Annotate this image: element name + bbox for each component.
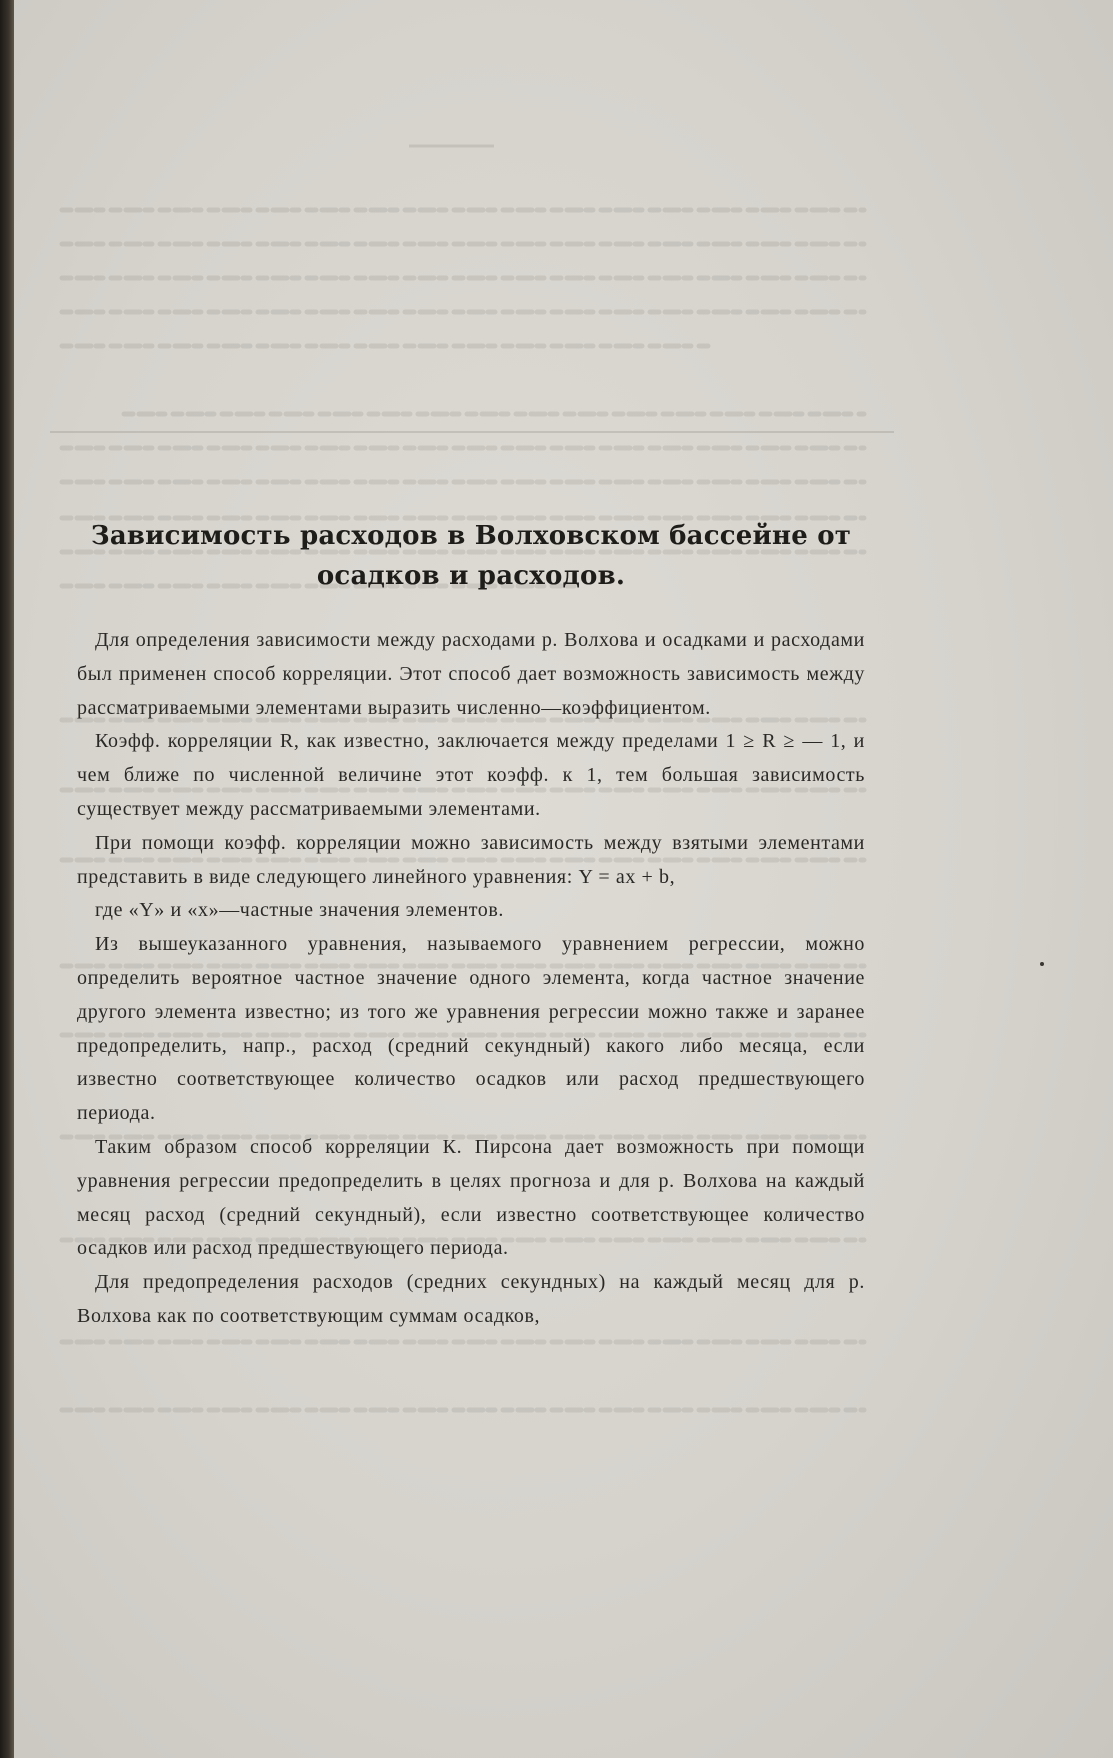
heading-line-1: Зависимость расходов в Волховском бассейне от [90,521,852,551]
section-heading [77,516,865,596]
book-page [14,0,1113,1758]
paragraph-4: Из вышеуказанного уравнения, называемого уравнением регрессии, можно определить вероятное частное значение одного элемента, когда частное значение другого элемента известно; из того же уравнения регрессии можно также и заранее предопределить, напр., расход (средний секундный) какого либо месяца, если известно соответствующее количество осадков или расход предшествующего периода. [77,933,865,1125]
paragraph-1: Для определения зависимости между расходами р. Волхова и осадками и расходами был применен способ корреляции. Этот способ дает возможность зависимость между рассматриваемыми элементами выразить численно—коэффициентом. [77,629,865,719]
heading-line-2: осадков и расходов. [316,561,626,591]
paragraph-2: Коэфф. корреляции R, как известно, заключается между пределами 1 ≥ R ≥ — 1, и чем ближе по численной величине этот коэфф. к 1, тем большая зависимость существует между рассматриваемыми элементами. [77,730,865,820]
paragraph-5: Таким образом способ корреляции К. Пирсона дает возможность при помощи уравнения регрессии предопределить в целях прогноза и для р. Волхова на каждый месяц расход (средний секундный), если известно соответствующее количество осадков или расход предшествующего периода. [77,1135,865,1260]
paper-speck [1040,962,1044,966]
document-body [77,516,865,1334]
formula-note: где «Y» и «x»—частные значения элементов. [95,899,505,922]
paragraph-3: При помощи коэфф. корреляции можно зависимость между взятыми элементами представить в виде следующего линейного уравнения: Y = ax + b, [77,831,865,888]
paragraph-6: Для предопределения расходов (средних секундных) на каждый месяц для р. Волхова как по соответствующим суммам осадков, [77,1271,865,1327]
